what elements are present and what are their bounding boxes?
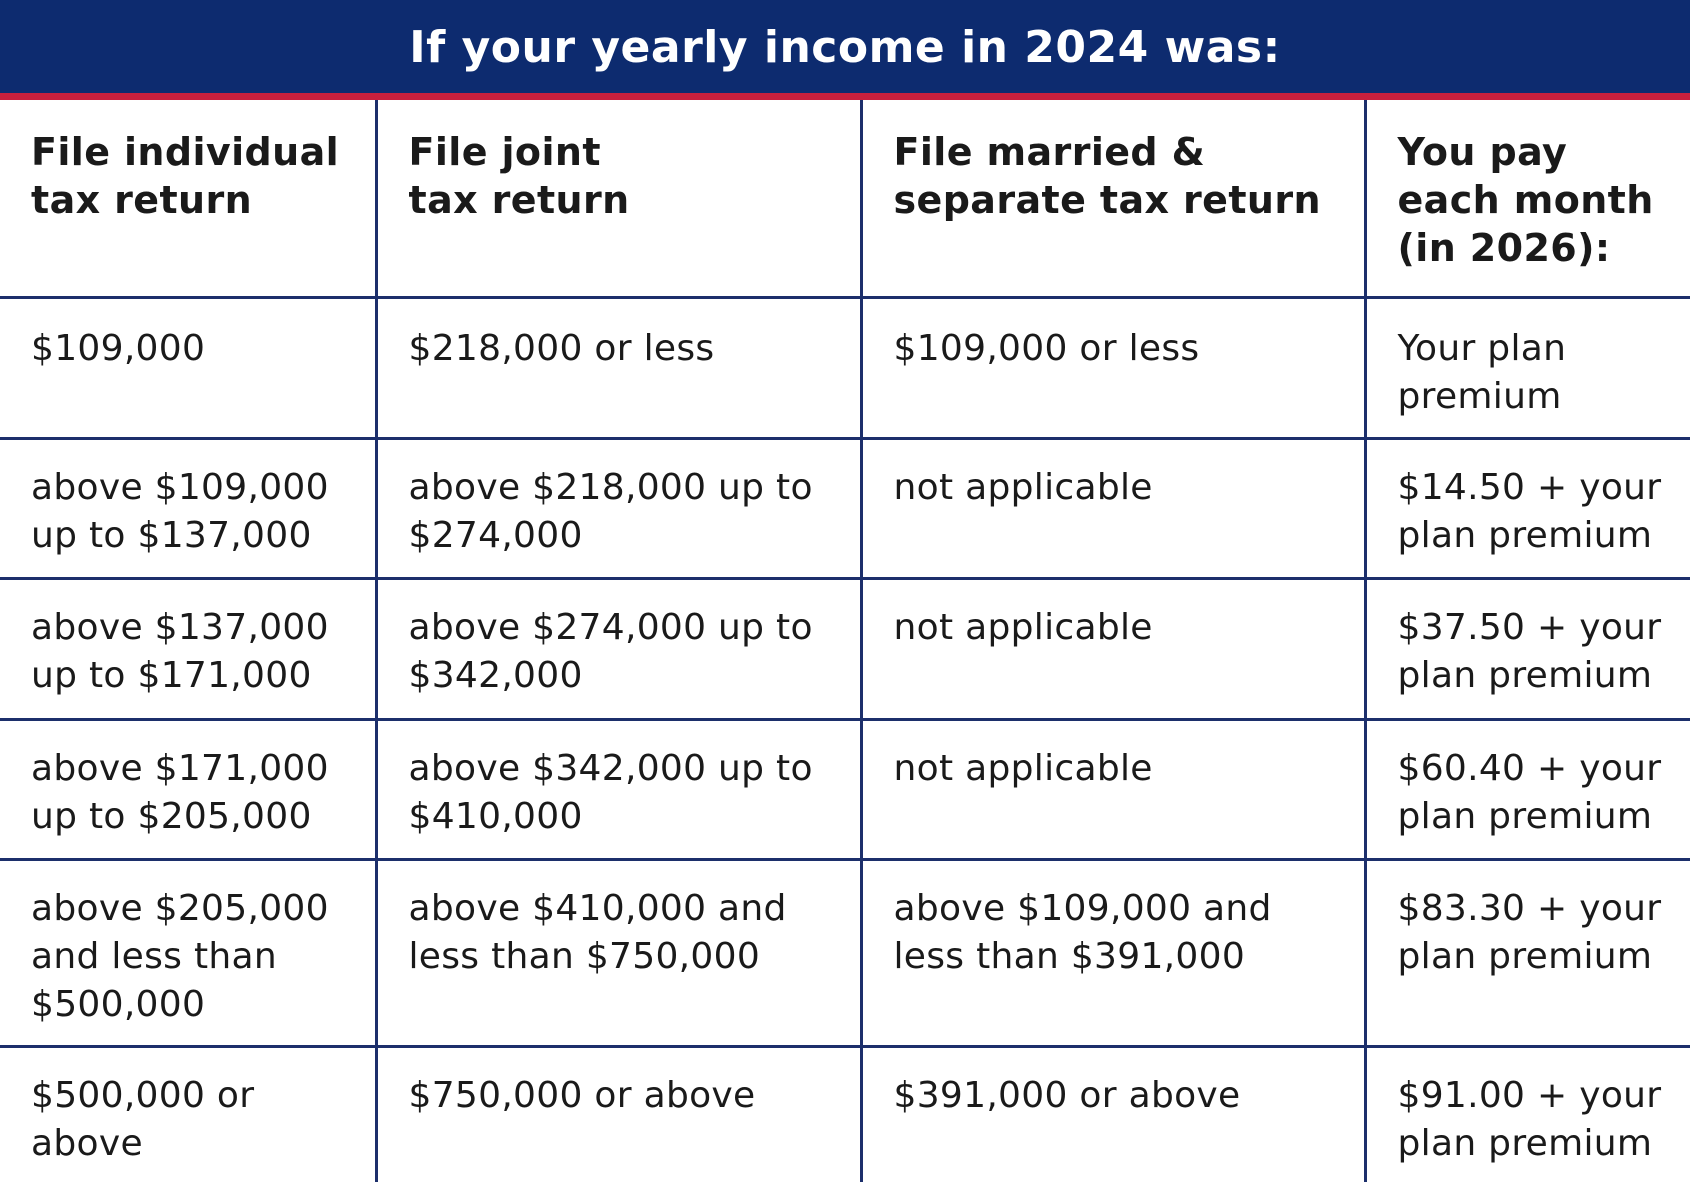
cell-line: $391,000 or above — [893, 1074, 1241, 1116]
cell-monthly-payment — [1365, 297, 1690, 438]
table-row — [0, 578, 1690, 719]
cell-line: and less than — [31, 935, 277, 977]
header-line: File married & — [893, 130, 1206, 174]
cell-line: above $171,000 — [31, 747, 329, 789]
cell-monthly-payment — [1365, 438, 1690, 578]
cell-individual — [0, 1046, 376, 1182]
cell-line: $274,000 — [408, 514, 583, 556]
table-row — [0, 719, 1690, 859]
cell-married-separate — [861, 1046, 1365, 1182]
cell-married-separate — [861, 438, 1365, 578]
cell-line: above $218,000 up to — [408, 466, 813, 508]
cell-individual — [0, 297, 376, 438]
cell-line: $750,000 or above — [408, 1074, 756, 1116]
header-line: each month — [1397, 178, 1654, 222]
cell-line: $109,000 — [31, 327, 206, 369]
cell-line: $91.00 + your — [1397, 1074, 1662, 1116]
cell-line: not applicable — [893, 747, 1153, 789]
cell-line: $410,000 — [408, 795, 583, 837]
cell-individual — [0, 719, 376, 859]
cell-joint — [376, 859, 861, 1046]
cell-line: $37.50 + your — [1397, 606, 1662, 648]
table-row — [0, 1046, 1690, 1182]
cell-joint — [376, 438, 861, 578]
cell-monthly-payment — [1365, 578, 1690, 719]
cell-line: $109,000 or less — [893, 327, 1200, 369]
cell-line: plan premium — [1397, 1122, 1653, 1164]
cell-line: above — [31, 1122, 143, 1164]
cell-joint — [376, 719, 861, 859]
cell-line: up to $137,000 — [31, 514, 312, 556]
cell-line: plan premium — [1397, 514, 1653, 556]
cell-line: less than $391,000 — [893, 935, 1246, 977]
cell-line: above $342,000 up to — [408, 747, 813, 789]
cell-line: above $410,000 and — [408, 887, 787, 929]
cell-line: $14.50 + your — [1397, 466, 1662, 508]
header-line: tax return — [408, 178, 630, 222]
cell-monthly-payment — [1365, 859, 1690, 1046]
cell-line: $83.30 + your — [1397, 887, 1662, 929]
header-line: File individual — [31, 130, 340, 174]
header-married-separate — [861, 100, 1365, 297]
cell-married-separate — [861, 859, 1365, 1046]
cell-line: $60.40 + your — [1397, 747, 1662, 789]
header-line: File joint — [408, 130, 601, 174]
cell-line: not applicable — [893, 466, 1153, 508]
cell-line: above $109,000 and — [893, 887, 1272, 929]
table-row — [0, 438, 1690, 578]
cell-individual — [0, 859, 376, 1046]
cell-line: $500,000 or — [31, 1074, 255, 1116]
cell-line: not applicable — [893, 606, 1153, 648]
cell-line: $500,000 — [31, 983, 206, 1025]
header-line: separate tax return — [893, 178, 1321, 222]
cell-line: up to $205,000 — [31, 795, 312, 837]
cell-monthly-payment — [1365, 719, 1690, 859]
header-line: tax return — [31, 178, 253, 222]
table-row — [0, 859, 1690, 1046]
header-row — [0, 100, 1690, 297]
cell-married-separate — [861, 719, 1365, 859]
cell-joint — [376, 1046, 861, 1182]
cell-line: up to $171,000 — [31, 654, 312, 696]
income-premium-table — [0, 100, 1690, 1182]
header-individual — [0, 100, 376, 297]
cell-line: less than $750,000 — [408, 935, 761, 977]
table-banner — [0, 0, 1690, 100]
cell-line: plan premium — [1397, 654, 1653, 696]
cell-line: plan premium — [1397, 935, 1653, 977]
cell-individual — [0, 578, 376, 719]
cell-married-separate — [861, 578, 1365, 719]
cell-line: Your plan — [1397, 327, 1567, 369]
cell-line: above $205,000 — [31, 887, 329, 929]
header-joint — [376, 100, 861, 297]
banner-title: If your yearly income in 2024 was: — [409, 22, 1281, 73]
header-line: You pay — [1397, 130, 1568, 174]
cell-line: plan premium — [1397, 795, 1653, 837]
cell-joint — [376, 297, 861, 438]
cell-married-separate — [861, 297, 1365, 438]
cell-joint — [376, 578, 861, 719]
cell-line: premium — [1397, 375, 1562, 417]
table-row — [0, 297, 1690, 438]
cell-line: above $109,000 — [31, 466, 329, 508]
cell-line: $218,000 or less — [408, 327, 715, 369]
cell-individual — [0, 438, 376, 578]
cell-line: $342,000 — [408, 654, 583, 696]
header-monthly-payment — [1365, 100, 1690, 297]
cell-monthly-payment — [1365, 1046, 1690, 1182]
cell-line: above $274,000 up to — [408, 606, 813, 648]
cell-line: above $137,000 — [31, 606, 329, 648]
header-line: (in 2026): — [1397, 226, 1611, 270]
